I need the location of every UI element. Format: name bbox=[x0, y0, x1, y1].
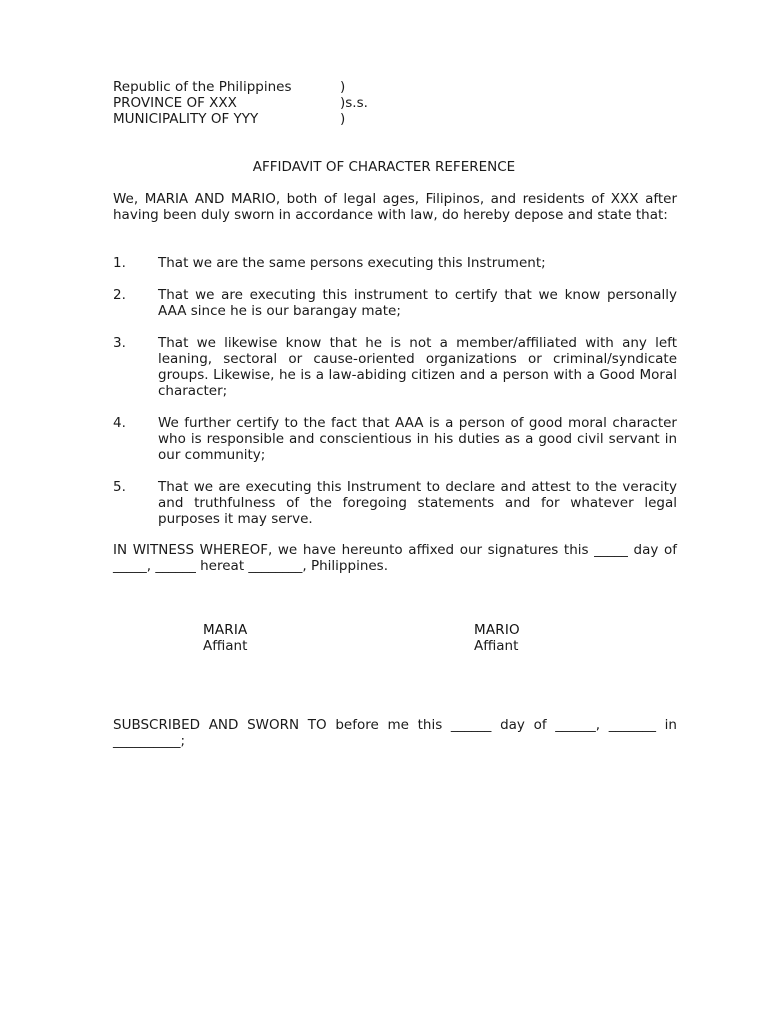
witness-paragraph: IN WITNESS WHEREOF, we have hereunto affixed our signatures this _____ day of _____, ______ hereat ________, Philippines. bbox=[113, 542, 677, 574]
caption-row-republic bbox=[113, 79, 413, 95]
affiant-block-maria bbox=[203, 622, 247, 654]
affiant-role: Affiant bbox=[474, 638, 519, 654]
caption-province: PROVINCE OF XXX bbox=[113, 95, 237, 111]
caption-ss: )s.s. bbox=[340, 95, 368, 111]
item-number: 3. bbox=[113, 335, 126, 351]
list-item bbox=[113, 255, 677, 271]
item-text: That we are the same persons executing this Instrument; bbox=[158, 255, 546, 271]
list-item bbox=[113, 335, 677, 399]
jurat-paragraph: SUBSCRIBED AND SWORN TO before me this ______ day of ______, _______ in __________; bbox=[113, 717, 677, 749]
affiant-block-mario bbox=[474, 622, 520, 654]
caption-municipality: MUNICIPALITY OF YYY bbox=[113, 111, 259, 127]
affiant-name: MARIA bbox=[203, 622, 248, 638]
affiant-name: MARIO bbox=[474, 622, 520, 638]
caption-bracket: ) bbox=[340, 111, 346, 127]
intro-paragraph: We, MARIA AND MARIO, both of legal ages, Filipinos, and residents of XXX after having been duly sworn in accordance with law, do hereby depose and state that: bbox=[113, 191, 677, 223]
caption-republic: Republic of the Philippines bbox=[113, 79, 292, 95]
caption-row-municipality bbox=[113, 111, 413, 127]
affiant-role: Affiant bbox=[203, 638, 248, 654]
venue-caption bbox=[113, 79, 413, 127]
item-text: That we are executing this instrument to certify that we know personally AAA since he is our barangay mate; bbox=[158, 287, 677, 319]
item-number: 2. bbox=[113, 287, 126, 303]
item-number: 4. bbox=[113, 415, 126, 431]
item-number: 1. bbox=[113, 255, 126, 271]
item-text: That we likewise know that he is not a member/affiliated with any left leaning, sectoral or cause-oriented organizations or criminal/syndicate groups. Likewise, he is a law-abiding citizen and a person with a Good Moral character; bbox=[158, 335, 677, 399]
list-item bbox=[113, 287, 677, 319]
item-text: That we are executing this Instrument to declare and attest to the veracity and truthfulness of the foregoing statements and for whatever legal purposes it may serve. bbox=[158, 479, 677, 527]
caption-row-province bbox=[113, 95, 413, 111]
document-title: AFFIDAVIT OF CHARACTER REFERENCE bbox=[252, 159, 516, 175]
list-item bbox=[113, 479, 677, 527]
item-number: 5. bbox=[113, 479, 126, 495]
list-item bbox=[113, 415, 677, 463]
caption-bracket: ) bbox=[340, 79, 346, 95]
statement-list bbox=[113, 255, 677, 543]
item-text: We further certify to the fact that AAA is a person of good moral character who is responsible and conscientious in his duties as a good civil servant in our community; bbox=[158, 415, 677, 463]
